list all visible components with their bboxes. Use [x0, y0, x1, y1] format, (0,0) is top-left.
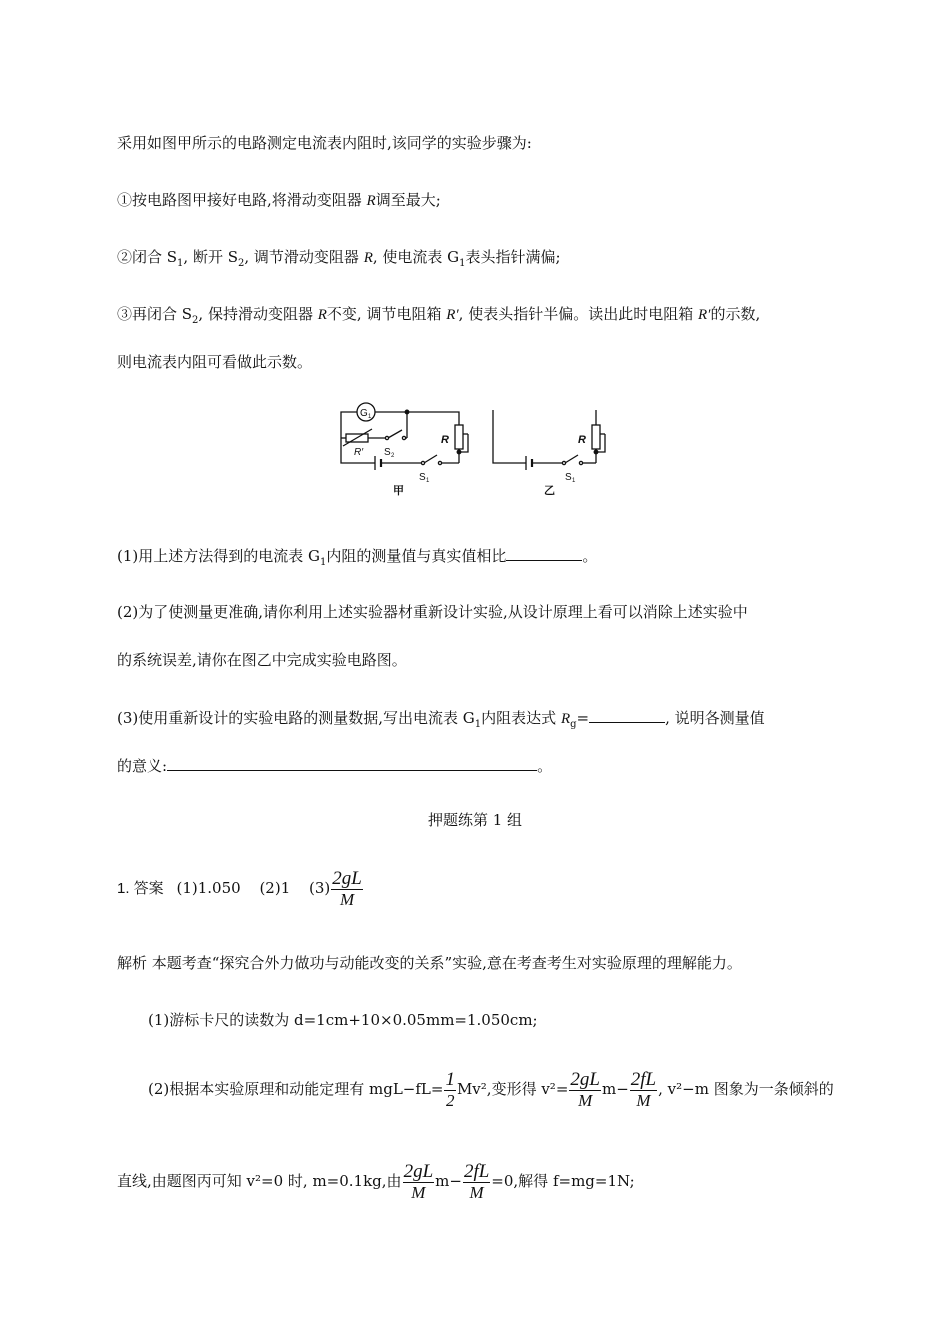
solution-3 [117, 1159, 635, 1203]
answer-label: 1. 答案 [117, 880, 164, 897]
rheostat-icon [592, 425, 600, 449]
fraction-denominator: 2 [445, 1090, 455, 1110]
switch-s1-blade [424, 455, 437, 463]
fraction-numerator: 2gL [570, 1068, 600, 1090]
fraction-numerator: 2fL [463, 1160, 490, 1182]
section-title: 押题练第 1 组 [427, 811, 523, 829]
var-R-prime: R′ [697, 307, 711, 323]
sub-1: 1 [320, 557, 327, 568]
circuit-yi [493, 410, 605, 497]
answer-line [117, 866, 364, 911]
question-3-end: 。 [537, 757, 553, 775]
var-R-prime: R′ [446, 307, 459, 323]
answer-blank[interactable] [506, 545, 582, 561]
label-S1: S [419, 472, 426, 483]
question-3-text-a: (3)使用重新设计的实验电路的测量数据,写出电流表 G [117, 709, 475, 727]
question-1-text-b: 内阻的测量值与真实值相比 [326, 547, 507, 565]
label-R: R [578, 434, 586, 446]
step-2-text-f: 表头指针满偏; [465, 248, 561, 266]
solution-3-text-a: 直线,由题图丙可知 v²=0 时, m=0.1kg,由 [117, 1172, 402, 1190]
step-2 [117, 247, 561, 274]
fraction-2gL-over-M [331, 869, 363, 910]
var-R: R [317, 307, 327, 323]
fraction-denominator: M [339, 889, 355, 909]
sub-2: 2 [238, 258, 245, 269]
equals-sign: = [576, 709, 590, 727]
step-2-text-c: , 调节滑动变阻器 [244, 248, 364, 266]
fraction-denominator: M [636, 1090, 651, 1110]
meter-label: G [360, 408, 368, 419]
analysis-text: 解析 本题考查“探究合外力做功与动能改变的关系”实验,意在考查考生对实验原理的理解能力。 [117, 954, 742, 972]
rheostat-icon [455, 425, 463, 449]
solution-2-text-d: , v²−m 图象为一条倾斜的 [658, 1080, 834, 1098]
sub-1: 1 [459, 258, 466, 269]
switch-s1-blade [565, 455, 578, 463]
question-3-line-2 [117, 755, 552, 776]
wire-left [493, 410, 526, 463]
label-S1: S [565, 472, 572, 483]
solution-2 [148, 1067, 834, 1111]
solution-2-text-b: Mv²,变形得 v²= [456, 1080, 569, 1098]
question-1-text-a: (1)用上述方法得到的电流表 G [117, 547, 320, 565]
step-3-text-b: , 保持滑动变阻器 [198, 305, 318, 323]
switch-s2-blade [388, 430, 402, 438]
answer-part-1: (1)1.050 [176, 879, 241, 897]
fraction-numerator: 2gL [332, 867, 362, 889]
fraction-denominator: M [469, 1182, 484, 1202]
junction-dot [457, 450, 461, 454]
question-2-line-1: (2)为了使测量更准确,请你利用上述实验器材重新设计实验,从设计原理上看可以消除上述实验中 [117, 603, 748, 621]
step-3 [117, 304, 760, 331]
sub-1: 1 [474, 719, 482, 730]
solution-2-text-a: (2)根据本实验原理和动能定理有 mgL−fL= [148, 1080, 444, 1098]
step-3-text-d: 不变, 调节电阻箱 [326, 305, 447, 323]
step-1-text-c: 调至最大; [375, 191, 441, 209]
fraction-2fL-over-M [630, 1070, 657, 1111]
label-S1-sub: 1 [426, 478, 430, 484]
step-2-text-b: , 断开 S [183, 248, 239, 266]
question-1-end: 。 [582, 547, 598, 565]
var-R: R [366, 193, 376, 209]
solution-3-text-c: =0,解得 f=mg=1N; [491, 1172, 635, 1190]
sub-1: 1 [177, 258, 184, 269]
fraction-numerator: 1 [445, 1068, 455, 1090]
label-S2-sub: 2 [391, 453, 395, 459]
answer-blank-long[interactable] [167, 755, 537, 771]
circuit-figures [0, 398, 950, 508]
step-3-continued: 则电流表内阻可看做此示数。 [117, 353, 313, 371]
fraction-2gL-over-M [403, 1162, 435, 1203]
step-3-text-a: ③再闭合 S [117, 305, 193, 323]
intro-text: 采用如图甲所示的电路测定电流表内阻时,该同学的实验步骤为: [117, 134, 532, 152]
solution-1: (1)游标卡尺的读数为 d=1cm+10×0.05mm=1.050cm; [148, 1011, 538, 1029]
step-1-text-a: ①按电路图甲接好电路,将滑动变阻器 [117, 191, 367, 209]
question-2-line-2: 的系统误差,请你在图乙中完成实验电路图。 [117, 651, 407, 669]
sub-2: 2 [192, 315, 199, 326]
step-3-text-f: , 使表头指针半偏。读出此时电阻箱 [458, 305, 698, 323]
solution-2-text-c: m− [601, 1080, 629, 1098]
label-S2: S [384, 447, 391, 458]
step-2-text-e: , 使电流表 G [372, 248, 460, 266]
question-1 [117, 545, 597, 573]
fraction-numerator: 2gL [403, 1160, 434, 1182]
label-R: R [441, 434, 449, 446]
fraction-one-half [444, 1070, 456, 1111]
question-3 [117, 707, 765, 735]
sub-g: g [570, 719, 577, 730]
step-2-text-a: ②闭合 S [117, 248, 178, 266]
fraction-numerator: 2fL [630, 1068, 657, 1090]
step-1 [117, 190, 441, 211]
answer-blank[interactable] [589, 707, 665, 723]
circuit-jia [341, 403, 468, 497]
answer-part-3: (3) [309, 879, 331, 897]
wire-top [375, 412, 459, 425]
question-3-text-b: 内阻表达式 [481, 709, 561, 727]
label-S1-sub: 1 [572, 478, 576, 484]
question-3-text-b2: 的意义: [117, 757, 168, 775]
meter-sub: 1 [368, 414, 372, 420]
solution-3-text-b: m− [435, 1172, 462, 1190]
junction-dot [594, 450, 598, 454]
var-R: R [363, 250, 373, 266]
var-R: R [560, 711, 571, 727]
label-R-prime: R′ [354, 447, 364, 458]
fraction-2fL-over-M [463, 1162, 490, 1203]
fraction-2gL-over-M [569, 1070, 601, 1111]
fraction-denominator: M [411, 1182, 426, 1202]
figure-label-jia: 甲 [393, 485, 404, 497]
fraction-denominator: M [578, 1090, 593, 1110]
answer-part-2: (2)1 [259, 879, 291, 897]
step-3-text-h: 的示数, [710, 305, 761, 323]
figure-label-yi: 乙 [544, 485, 555, 497]
question-3-text-e: , 说明各测量值 [665, 709, 765, 727]
